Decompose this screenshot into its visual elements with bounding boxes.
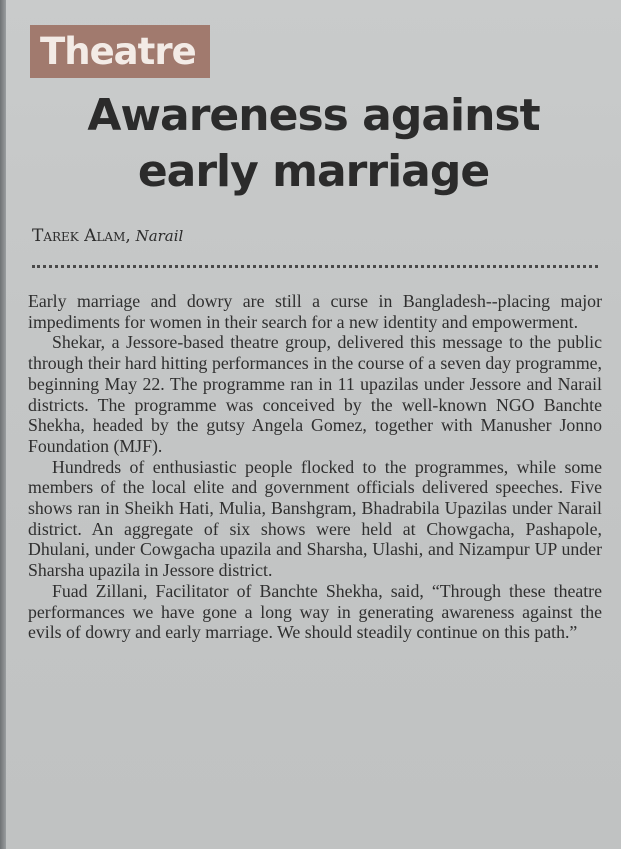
newspaper-clipping	[6, 0, 621, 849]
section-label-text: Theatre	[40, 30, 196, 73]
article-paragraph-4: Fuad Zillani, Facilitator of Banchte Shekha, said, “Through these theatre performances we have gone a long way in generating awareness against the evils of dowry and early marriage. We should steadily continue on this path.”	[28, 580, 602, 643]
article-body	[28, 291, 602, 643]
article-paragraph-1: Early marriage and dowry are still a curse in Bangladesh--placing major impediments for women in their search for a new identity and empowerment.	[28, 291, 602, 332]
article-paragraph-3: Hundreds of enthusiastic people flocked to the programmes, while some members of the local elite and government officials delivered speeches. Five shows ran in Sheikh Hati, Mulia, Banshgram, Bhadrabila Upazilas under Narail district. An aggregate of six shows were held at Chowgacha, Pashapole, Dhulani, under Cowgacha upazila and Sharsha, Ulashi, and Nizampur UP under Sharsha upazila in Jessore district.	[28, 456, 602, 581]
byline-author: Tarek Alam,	[32, 226, 131, 246]
article-paragraph-2: Shekar, a Jessore-based theatre group, delivered this message to the public through their hard hitting performances in the course of a seven day programme, beginning May 22. The programme ran in 11 upazilas under Jessore and Narail districts. The programme was conceived by the well-known NGO Banchte Shekha, headed by the gutsy Angela Gomez, together with Manusher Jonno Foundation (MJF).	[28, 332, 602, 456]
headline-line-1: Awareness against	[87, 90, 540, 141]
dotted-divider	[32, 265, 598, 268]
headline-line-2: early marriage	[137, 146, 490, 197]
article-headline	[6, 88, 621, 200]
section-label	[30, 25, 210, 78]
byline	[32, 226, 183, 246]
byline-location: Narail	[135, 227, 184, 245]
